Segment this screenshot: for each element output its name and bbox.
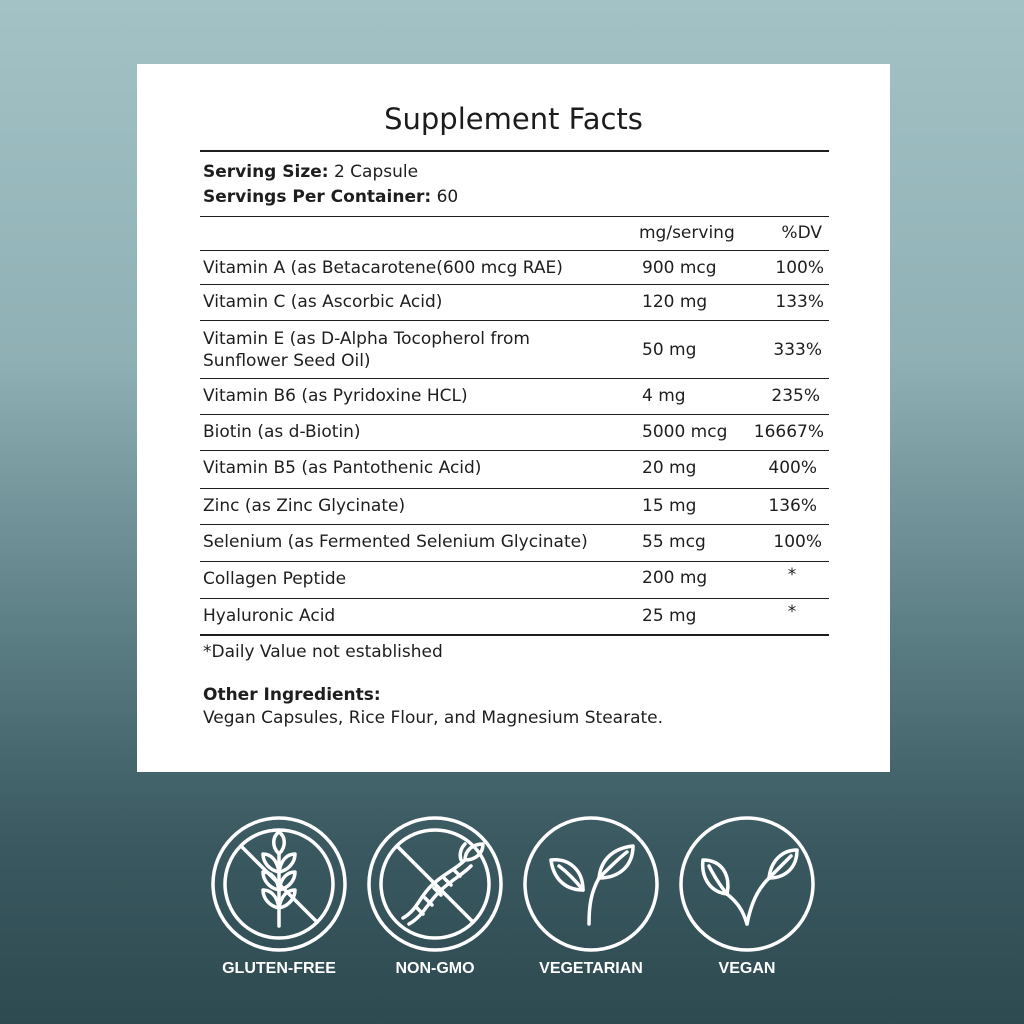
other-ingredients-label: Other Ingredients: bbox=[203, 685, 381, 705]
row-rule bbox=[200, 561, 829, 562]
nutrient-name: Vitamin B6 (as Pyridoxine HCL) bbox=[203, 386, 468, 406]
nutrient-name: Vitamin B5 (as Pantothenic Acid) bbox=[203, 458, 482, 478]
row-rule bbox=[200, 488, 829, 489]
nutrient-name: Vitamin A (as Betacarotene(600 mcg RAE) bbox=[203, 258, 563, 278]
nutrient-dv: 235% bbox=[771, 386, 820, 406]
nutrient-amount: 900 mcg bbox=[642, 258, 717, 278]
dna-crossed-icon bbox=[365, 814, 505, 954]
nutrient-name: Hyaluronic Acid bbox=[203, 606, 336, 626]
serving-size-label: Serving Size: bbox=[203, 162, 329, 182]
nutrient-name-line1: Vitamin E (as D-Alpha Tocopherol from bbox=[203, 329, 530, 349]
nutrient-dv: 16667% bbox=[753, 422, 824, 442]
servings-per-container bbox=[203, 186, 458, 208]
badge-label: VEGETARIAN bbox=[539, 960, 643, 977]
nutrient-dv: 133% bbox=[775, 292, 824, 312]
header-rule bbox=[200, 216, 829, 217]
column-header-amount: mg/serving bbox=[639, 223, 735, 243]
row-rule bbox=[200, 284, 829, 285]
sprout-icon bbox=[521, 814, 661, 954]
daily-value-footnote: *Daily Value not established bbox=[203, 642, 443, 662]
badge-label: NON-GMO bbox=[395, 960, 475, 977]
column-header-dv: %DV bbox=[781, 223, 822, 243]
row-rule bbox=[200, 378, 829, 379]
nutrient-name-line2: Sunflower Seed Oil) bbox=[203, 351, 371, 371]
nutrient-dv: * bbox=[787, 602, 797, 622]
nutrient-amount: 15 mg bbox=[642, 496, 697, 516]
nutrient-name: Vitamin C (as Ascorbic Acid) bbox=[203, 292, 443, 312]
nutrient-amount: 55 mcg bbox=[642, 532, 706, 552]
panel-title: Supplement Facts bbox=[384, 102, 643, 136]
servings-per-container-label: Servings Per Container: bbox=[203, 187, 432, 207]
title-rule bbox=[200, 150, 829, 152]
badge-label: VEGAN bbox=[718, 960, 776, 977]
nutrient-amount: 4 mg bbox=[642, 386, 686, 406]
nutrient-dv: 333% bbox=[773, 340, 822, 360]
serving-size bbox=[203, 161, 418, 183]
nutrient-amount: 20 mg bbox=[642, 458, 697, 478]
nutrient-dv: 100% bbox=[773, 532, 822, 552]
row-rule bbox=[200, 320, 829, 321]
other-ingredients-value: Vegan Capsules, Rice Flour, and Magnesium Stearate. bbox=[203, 708, 664, 728]
table-bottom-rule bbox=[200, 634, 829, 636]
nutrient-name: Biotin (as d-Biotin) bbox=[203, 422, 361, 442]
nutrient-name: Zinc (as Zinc Glycinate) bbox=[203, 496, 406, 516]
nutrient-dv: 400% bbox=[768, 458, 817, 478]
badge-label: GLUTEN-FREE bbox=[222, 960, 336, 977]
nutrient-amount: 50 mg bbox=[642, 340, 697, 360]
nutrient-amount: 25 mg bbox=[642, 606, 697, 626]
nutrient-amount: 5000 mcg bbox=[642, 422, 728, 442]
nutrient-dv: 100% bbox=[775, 258, 824, 278]
nutrient-amount: 120 mg bbox=[642, 292, 708, 312]
row-rule bbox=[200, 414, 829, 415]
wheat-crossed-icon bbox=[209, 814, 349, 954]
leaf-v-icon bbox=[677, 814, 817, 954]
row-rule bbox=[200, 450, 829, 451]
nutrient-amount: 200 mg bbox=[642, 568, 708, 588]
nutrient-name: Selenium (as Fermented Selenium Glycinate) bbox=[203, 532, 588, 552]
row-rule bbox=[200, 250, 829, 251]
nutrient-dv: * bbox=[787, 565, 797, 585]
serving-size-value: 2 Capsule bbox=[328, 162, 419, 182]
servings-per-container-value: 60 bbox=[431, 187, 459, 207]
row-rule bbox=[200, 524, 829, 525]
row-rule bbox=[200, 598, 829, 599]
nutrient-dv: 136% bbox=[768, 496, 817, 516]
nutrient-name: Collagen Peptide bbox=[203, 569, 347, 589]
